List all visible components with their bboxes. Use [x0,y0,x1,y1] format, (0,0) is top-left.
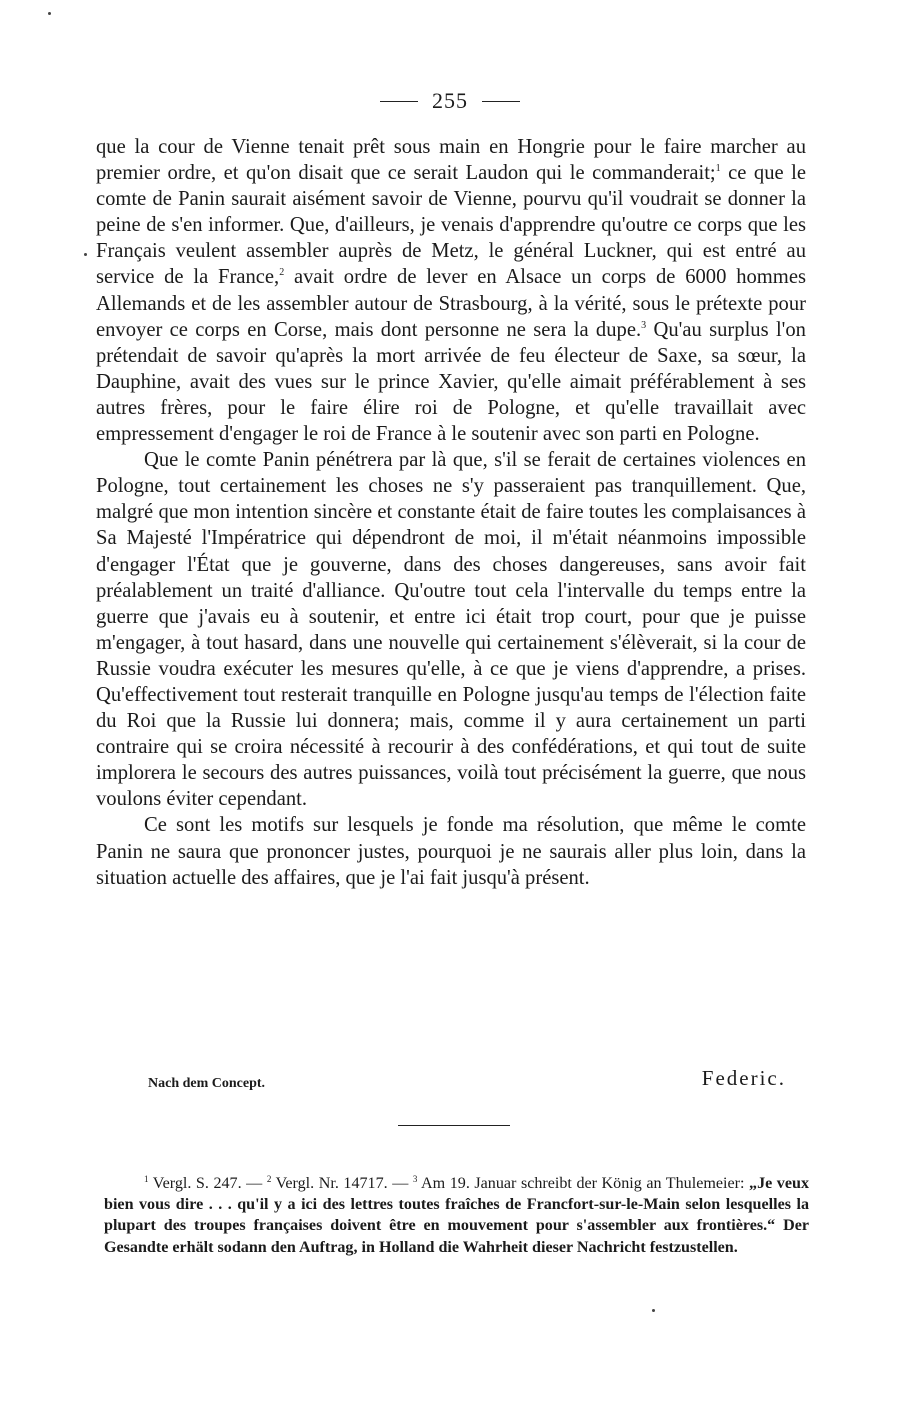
paragraph-3: Ce sont les motifs sur lesquels je fonde ma résolution, que même le comte Panin ne saura que prononcer justes, pourquoi je ne saurais aller plus loin, dans la situation actuelle des affaires, que je l'ai fait jusqu'à présent. [96,814,806,889]
paragraph-1-part-4: Qu'au surplus l'on prétendait de savoir qu'après la mort arrivée de feu électeur de Saxe, sa sœur, la Dauphine, avait des vues sur le prince Xavier, qu'elle aimait préférablement à ses autres frères, pour le faire élire roi de Pologne, et qu'elle travaillait avec empressement d'engager le roi de France à le soutenir avec son parti en Pologne. [96,318,806,446]
source-note: Nach dem Concept. [148,1076,266,1091]
footnote-block [104,1173,809,1258]
margin-mark [84,253,87,256]
footnote-3-rest: Der Gesandte erhält sodann den Auftrag, in Holland die Wahrheit dieser Nachricht festzustellen. [104,1217,809,1256]
footnote-ref-1: 1 [715,163,721,175]
letter-body [96,134,806,891]
closing-row [96,1066,806,1096]
footnote-1: Vergl. S. 247. — [148,1175,267,1192]
footnote-marker-1: 1 [144,1174,149,1184]
footnote-3-quote: „Je veux bien vous dire . . . qu'il y a ici des lettres toutes fraîches de Francfort-sur-le-Main selon lesquelles la plupart des troupes françaises doivent être en mouvement pour s'assembler aux frontières.“ [104,1175,809,1235]
footnote-marker-2: 2 [266,1174,272,1184]
footnote-2: Vergl. Nr. 14717. — [271,1175,413,1192]
paragraph-1-part-2: ce que le comte de Panin saurait aisément savoir de Vienne, pourvu qu'il voudrait se donner la peine de s'en informer. Que, d'ailleurs, je venais d'apprendre qu'outre ce corps que les Français veulent assembler auprès de Metz, le général Luckner, qui est entré au service de la France, [96,162,806,289]
footnote-ref-3: 3 [641,319,647,331]
paragraph-1-part-3: avait ordre de lever en Alsace un corps de 6000 hommes Allemands et de les assembler autour de Strasbourg, à la vérité, sous le prétexte pour envoyer ce corps en Corse, mais dont personne ne sera la dupe. [96,266,806,341]
footnote-ref-2: 2 [279,267,285,279]
page-number: 255 [432,88,468,113]
scan-speck [652,1309,655,1312]
header-rule-right [482,101,520,102]
footnote-3-intro: Am 19. Januar schreibt der König an Thulemeier: [417,1175,750,1192]
signature: Federic. [701,1066,786,1090]
footnotes [104,1173,809,1258]
page-number-header [0,86,900,116]
paragraph-1-part-1: que la cour de Vienne tenait prêt sous main en Hongrie pour le faire marcher au premier ordre, et qu'on disait que ce serait Laudon qui le commanderait; [96,136,806,185]
header-rule-left [380,101,418,102]
footnote-divider [398,1125,510,1126]
paragraph-1 [96,134,806,447]
paragraph-2: Que le comte Panin pénétrera par là que, s'il se ferait de certaines violences en Pologne, tout certainement les choses ne s'y passeraient pas tranquillement. Que, malgré que mon intention sincère et constante était de faire toutes les complaisances à Sa Majesté l'Impératrice qui dépendront de moi, il m'était néanmoins impossible d'engager l'État que je gouverne, dans des choses dangereuses, sans avoir fait préalablement un traité d'alliance. Qu'outre tout cela l'intervalle du temps entre la guerre que j'avais eu à soutenir, et entre ici était trop court, pour que je puisse m'engager, à tout hasard, dans une nouvelle qui certainement s'élèverait, si la cour de Russie voudra exécuter les mesures qu'elle, à ce que je viens d'apprendre, a prises. Qu'effectivement tout resterait tranquille en Pologne jusqu'au temps de l'élection faite du Roi que la Russie lui donnera; mais, comme il y aura certainement un parti contraire qui se croira nécessité à recourir à des confédérations, et qui tout de suite implorera le secours des autres puissances, voilà tout précisément la guerre, que nous voulons éviter cependant. [96,449,806,811]
scan-speck [48,12,51,15]
footnote-marker-3: 3 [412,1174,418,1184]
